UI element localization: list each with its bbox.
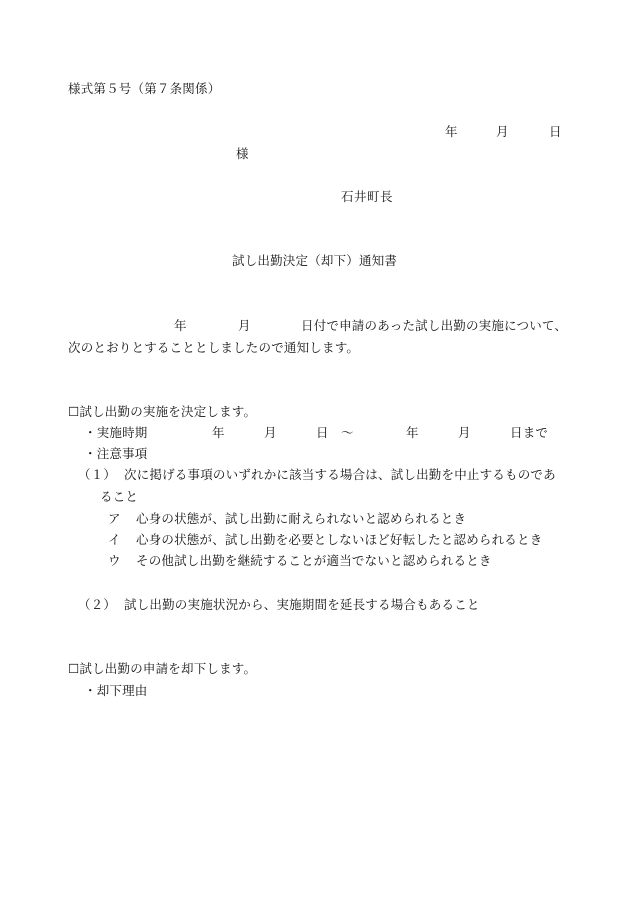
note1-text-line2: ること bbox=[100, 489, 139, 504]
period-tilde: ～ bbox=[341, 425, 354, 440]
rejection-reason-label: ・却下理由 bbox=[84, 683, 148, 698]
period-end-day: 日まで bbox=[510, 425, 549, 440]
approval-heading: ☐試し出勤の実施を決定します。 bbox=[68, 404, 257, 419]
notes-label: ・注意事項 bbox=[84, 446, 148, 461]
note1-item-marker: ウ bbox=[108, 553, 121, 568]
intro-line2: 次のとおりとすることとしましたので通知します。 bbox=[68, 340, 360, 355]
issuer: 石井町長 bbox=[341, 189, 394, 204]
period-start-year: 年 bbox=[212, 425, 225, 440]
note1-text-line1: 次に掲げる事項のいずれかに該当する場合は、試し出勤を中止するものであ bbox=[124, 467, 556, 482]
note1-item-marker: ア bbox=[108, 511, 121, 526]
note1-item-text: 心身の状態が、試し出勤を必要としないほど好転したと認められるとき bbox=[136, 532, 543, 547]
note1-number: （１） bbox=[78, 467, 117, 482]
intro-year: 年 bbox=[174, 318, 187, 333]
note2-text: 試し出勤の実施状況から、実施期間を延長する場合もあること bbox=[124, 597, 480, 612]
period-end-month: 月 bbox=[458, 425, 471, 440]
period-label: ・実施時期 bbox=[84, 425, 148, 440]
note1-item-marker: イ bbox=[108, 532, 121, 547]
date-day: 日 bbox=[549, 124, 562, 139]
document-title: 試し出勤決定（却下）通知書 bbox=[232, 253, 398, 268]
period-start-month: 月 bbox=[264, 425, 277, 440]
period-end-year: 年 bbox=[406, 425, 419, 440]
form-number: 様式第５号（第７条関係） bbox=[68, 81, 221, 96]
intro-month: 月 bbox=[238, 318, 251, 333]
rejection-heading: ☐試し出勤の申請を却下します。 bbox=[68, 661, 257, 676]
note1-item-text: 心身の状態が、試し出勤に耐えられないと認められるとき bbox=[136, 511, 467, 526]
period-start-day: 日 bbox=[316, 425, 329, 440]
date-year: 年 bbox=[445, 124, 458, 139]
note1-item-text: その他試し出勤を継続することが適当でないと認められるとき bbox=[136, 553, 492, 568]
recipient-suffix: 様 bbox=[236, 146, 249, 161]
date-month: 月 bbox=[496, 124, 509, 139]
note2-number: （２） bbox=[78, 597, 117, 612]
intro-rest: 日付で申請のあった試し出勤の実施について、 bbox=[301, 318, 568, 333]
